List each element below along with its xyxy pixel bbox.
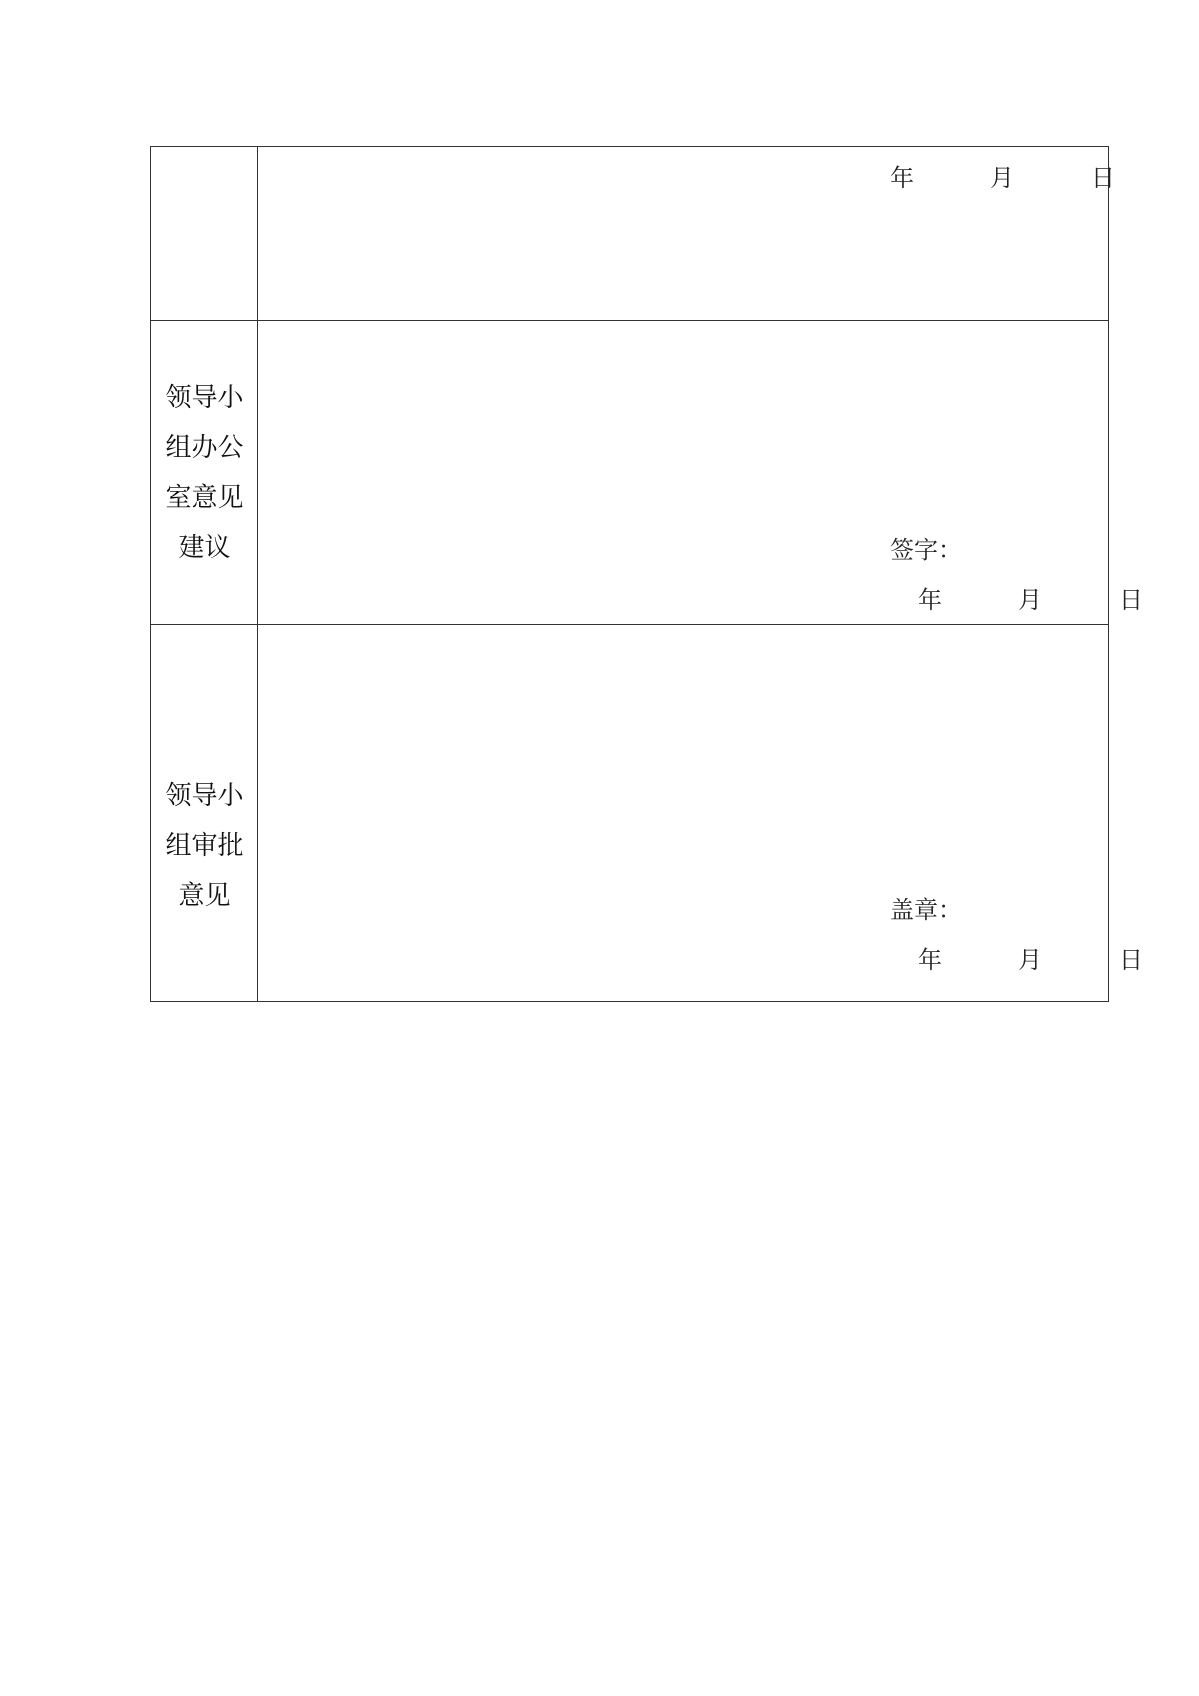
date-year-label: 年 (918, 946, 942, 974)
office-opinion-content-cell[interactable] (258, 321, 1143, 624)
date-month-label: 月 (1018, 946, 1042, 974)
signature-label: 签字： (890, 536, 962, 564)
date-day-label: 日 (1091, 164, 1115, 192)
date-month-label: 月 (1018, 586, 1042, 614)
label-line: 组办公 (165, 433, 244, 463)
approval-opinion-label (151, 771, 258, 921)
row-label-cell (151, 147, 258, 320)
date-year-label: 年 (890, 164, 914, 192)
date-line (258, 163, 1115, 193)
date-line (258, 945, 1143, 975)
approval-form-table (150, 146, 1143, 1002)
form-row-continued (151, 147, 1115, 321)
form-row-approval-opinion (151, 625, 1143, 1001)
form-row-office-opinion (151, 321, 1143, 625)
label-line: 意见 (178, 881, 231, 911)
date-year-label: 年 (918, 586, 942, 614)
date-day-label: 日 (1119, 586, 1143, 614)
row-label-cell (151, 625, 258, 1001)
row-content-cell[interactable] (258, 147, 1115, 320)
row-label-cell (151, 321, 258, 624)
date-line (258, 585, 1143, 615)
label-line: 室意见 (165, 483, 244, 513)
label-line: 领导小 (165, 383, 244, 413)
office-opinion-label (151, 373, 258, 573)
label-line: 组审批 (165, 831, 244, 861)
label-line: 领导小 (165, 781, 244, 811)
approval-opinion-content-cell[interactable] (258, 625, 1143, 1001)
label-line: 建议 (178, 533, 231, 563)
date-month-label: 月 (990, 164, 1014, 192)
seal-label: 盖章： (890, 896, 962, 924)
date-day-label: 日 (1119, 946, 1143, 974)
